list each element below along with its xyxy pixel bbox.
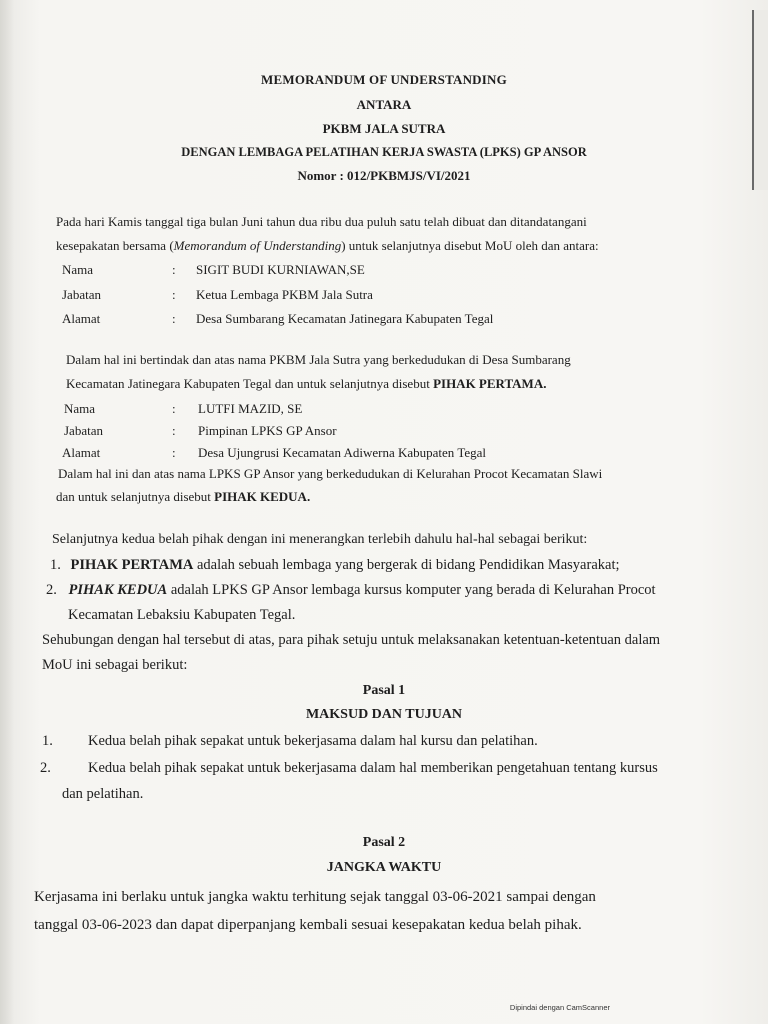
- explanation-item-1: [50, 557, 620, 574]
- party1-name-value: SIGIT BUDI KURNIAWAN,SE: [196, 262, 365, 277]
- party1-name-colon: :: [172, 262, 176, 277]
- explanation-item-2-num: 2.: [46, 582, 57, 598]
- intro-line-2a: kesepakatan bersama (: [56, 238, 174, 253]
- party2-position-value: Pimpinan LPKS GP Ansor: [198, 423, 337, 438]
- explanation-item-1-bold: PIHAK PERTAMA: [70, 557, 194, 573]
- party2-position-label: Jabatan: [64, 423, 103, 438]
- party1-address-label: Alamat: [62, 311, 101, 326]
- pasal2-subtitle: JANGKA WAKTU: [326, 860, 442, 875]
- doc-party-pkbm: PKBM JALA SUTRA: [322, 121, 446, 136]
- pasal2-title: Pasal 2: [362, 835, 406, 850]
- explanation-closing-1: Sehubungan dengan hal tersebut di atas, para pihak setuju untuk melaksanakan ketentuan-ketentuan dalam: [42, 632, 661, 648]
- intro-line-1: Pada hari Kamis tanggal tiga bulan Juni tahun dua ribu dua puluh satu telah dibuat dan ditandatangani: [56, 214, 587, 229]
- explanation-closing-2: MoU ini sebagai berikut:: [42, 657, 188, 673]
- party2-desc-line-1: Dalam hal ini dan atas nama LPKS GP Ansor yang berkedudukan di Kelurahan Procot Kecamatan Slawi: [58, 466, 603, 481]
- doc-title: MEMORANDUM OF UNDERSTANDING: [261, 72, 507, 87]
- explanation-item-1-num: 1.: [50, 557, 61, 573]
- party2-name-colon: :: [172, 401, 176, 416]
- party2-desc-bold: PIHAK KEDUA.: [214, 489, 311, 504]
- pasal1-item-2-num: 2.: [40, 760, 51, 776]
- party1-position-colon: :: [172, 287, 176, 302]
- party2-address-label: Alamat: [62, 445, 101, 460]
- intro-line-2b: ) untuk selanjutnya disebut MoU oleh dan antara:: [341, 238, 599, 253]
- pasal1-title: Pasal 1: [362, 683, 406, 698]
- explanation-item-2-cont: Kecamatan Lebaksiu Kabupaten Tegal.: [68, 607, 296, 623]
- party1-address-value: Desa Sumbarang Kecamatan Jatinegara Kabupaten Tegal: [196, 311, 494, 326]
- party1-position-value: Ketua Lembaga PKBM Jala Sutra: [196, 287, 373, 302]
- doc-party-lpks: DENGAN LEMBAGA PELATIHAN KERJA SWASTA (LPKS) GP ANSOR: [181, 145, 587, 159]
- party1-address-colon: :: [172, 311, 176, 326]
- doc-number: Nomor : 012/PKBMJS/VI/2021: [297, 168, 471, 183]
- pasal1-item-1-text: Kedua belah pihak sepakat untuk bekerjasama dalam hal kursu dan pelatihan.: [88, 733, 538, 749]
- pasal2-line-2: tanggal 03-06-2023 dan dapat diperpanjang kembali sesuai kesepakatan kedua belah pihak.: [34, 917, 582, 933]
- party2-address-colon: :: [172, 445, 176, 460]
- party1-position-label: Jabatan: [62, 287, 101, 302]
- pasal1-item-2-text: Kedua belah pihak sepakat untuk bekerjasama dalam hal memberikan pengetahuan tentang kursus: [88, 760, 658, 776]
- party2-address-value: Desa Ujungrusi Kecamatan Adiwerna Kabupaten Tegal: [198, 445, 486, 460]
- party2-desc-line-2: [56, 489, 310, 505]
- pasal1-item-2-cont: dan pelatihan.: [62, 786, 144, 802]
- party1-desc-text: Kecamatan Jatinegara Kabupaten Tegal dan untuk selanjutnya disebut: [66, 376, 434, 391]
- party2-name-value: LUTFI MAZID, SE: [198, 401, 303, 416]
- pasal2-line-1: Kerjasama ini berlaku untuk jangka waktu terhitung sejak tanggal 03-06-2021 sampai dengan: [34, 889, 596, 905]
- explanation-item-2-text: adalah LPKS GP Ansor lembaga kursus komputer yang berada di Kelurahan Procot: [167, 582, 656, 598]
- party2-position-colon: :: [172, 423, 176, 438]
- explanation-item-1-text: adalah sebuah lembaga yang bergerak di bidang Pendidikan Masyarakat;: [193, 557, 620, 573]
- explanation-intro: Selanjutnya kedua belah pihak dengan ini menerangkan terlebih dahulu hal-hal sebagai berikut:: [52, 532, 588, 547]
- party2-name-label: Nama: [64, 401, 96, 416]
- party1-name-label: Nama: [62, 262, 94, 277]
- intro-line-2: [56, 238, 599, 254]
- party2-desc-text: dan untuk selanjutnya disebut: [56, 489, 215, 504]
- pasal1-item-1-num: 1.: [42, 733, 53, 749]
- intro-line-2-italic: Memorandum of Understanding: [173, 238, 342, 253]
- camscanner-watermark: Dipindai dengan CamScanner: [509, 1003, 610, 1012]
- party1-desc-line-2: [66, 376, 546, 392]
- pasal1-subtitle: MAKSUD DAN TUJUAN: [305, 707, 463, 722]
- explanation-item-2-bold: PIHAK KEDUA: [68, 582, 168, 598]
- party1-desc-line-1: Dalam hal ini bertindak dan atas nama PKBM Jala Sutra yang berkedudukan di Desa Sumbarang: [66, 352, 571, 367]
- party1-desc-bold: PIHAK PERTAMA.: [433, 376, 547, 391]
- explanation-item-2: [46, 582, 656, 599]
- doc-subtitle-antara: ANTARA: [356, 97, 412, 112]
